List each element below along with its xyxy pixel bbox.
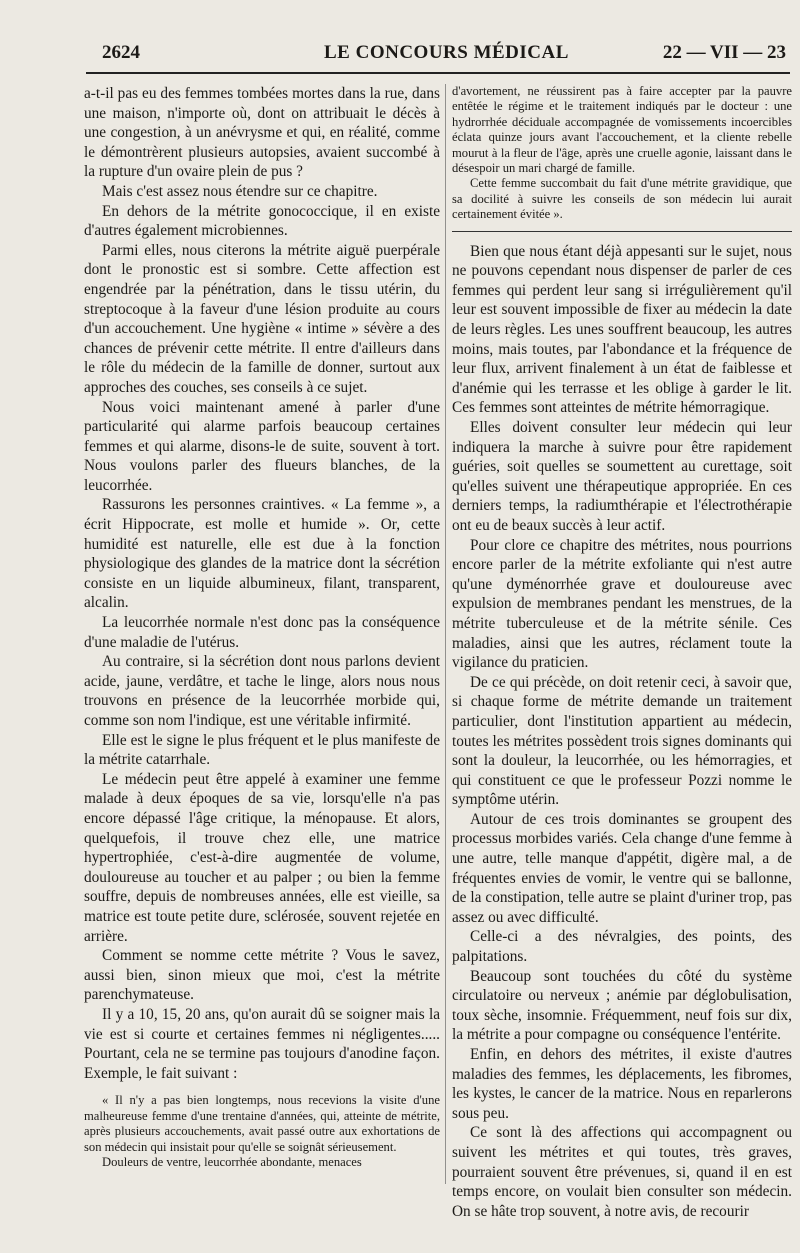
column-divider (445, 84, 446, 1184)
paragraph: Comment se nomme cette métrite ? Vous le savez, aussi bien, sinon mieux que moi, c'est la métrite parenchymateuse. (84, 947, 440, 1004)
paragraph: Elles doivent consulter leur médecin qui leur indiquera la marche à suivre pour être rapidement guéries, soit quelles se soumettent au curettage, soit qu'elles suivent une thérapeutique appropriée. En ces derniers temps, la radiumthérapie et l'électrothérapie ont eu de beaux succès à leur actif. (452, 419, 792, 534)
paragraph: Au contraire, si la sécrétion dont nous parlons devient acide, jaune, verdâtre, et tache le linge, alors nous nous trouvons en présence de la leucorrhée morbide qui, comme son nom l'indique, est une véritable infirmité. (84, 653, 440, 729)
journal-title: LE CONCOURS MÉDICAL (324, 42, 569, 63)
section-rule (452, 231, 792, 232)
quote-paragraph: Cette femme succombait du fait d'une métrite gravidique, que sa docilité à suivre les conseils de son médecin lui aurait certainement évitée ». (452, 176, 792, 222)
paragraph: La leucorrhée normale n'est donc pas la conséquence d'une maladie de l'utérus. (84, 614, 440, 651)
issue-date: 22 — VII — 23 (662, 42, 786, 63)
page-number: 2624 (102, 42, 140, 63)
paragraph: Le médecin peut être appelé à examiner une femme malade à deux époques de sa vie, lorsqu'elle n'a pas encore dépassé l'âge critique, la ménopause. Et alors, quelquefois, il trouve chez elle, une matrice hypertrophiée, c'est-à-dire augmentée de volume, douloureuse au toucher et au palper ; ou bien la femme souffre, depuis de nombreuses années, elle est vieille, sa matrice est toute petite dure, sclérosée, souvent rejetée en arrière. (84, 770, 440, 945)
paragraph: Parmi elles, nous citerons la métrite aiguë puerpérale dont le pronostic est si sombre. Cette affection est engendrée par la pénétration, dans le tissu utérin, du streptocoque à la faveur d'une lésion produite au cours d'un accouchement. Une hygiène « intime » sévère a des chances de prévenir cette métrite. Il entre d'ailleurs dans le rôle du médecin de la famille de donner, surtout aux approches des couches, ses conseils à ce sujet. (84, 241, 440, 396)
quote-paragraph: Douleurs de ventre, leucorrhée abondante, menaces (102, 1154, 362, 1169)
paragraph: Pour clore ce chapitre des métrites, nous pourrions encore parler de la métrite exfoliante qui n'est autre qu'une dyménorrhée grave et douloureuse avec expulsion de membranes pendant les menstrues, de la métrite tuberculeuse et de la métrite sénile. Ces maladies, ainsi que les autres, réclament toute la vigilance du praticien. (452, 536, 792, 672)
paragraph: Mais c'est assez nous étendre sur ce chapitre. (102, 182, 378, 200)
quote-paragraph: « Il n'y a pas bien longtemps, nous recevions la visite d'une malheureuse femme d'une trentaine d'années, qui, atteinte de métrite, après plusieurs accouchements, avait passé outre aux exhortations de son médecin qui insistait pour qu'elle se soignât sérieusement. (84, 1093, 440, 1154)
left-column (84, 84, 440, 1170)
page-header (86, 38, 790, 74)
paragraph: Ce sont là des affections qui accompagnent ou suivent les métrites et qui toutes, très graves, pourraient souvent être prévenues, si, quand il en est temps encore, on voulait bien consulter son médecin. On se hâte trop souvent, à notre avis, de recourir (452, 1124, 792, 1220)
case-quote (84, 1093, 440, 1170)
paragraph: Beaucoup sont touchées du côté du système circulatoire ou nerveux ; anémie par déglobulisation, toux sèche, insomnie. Fréquemment, neuf fois sur dix, la métrite a pour compagne ou conséquence l'entérite. (452, 967, 792, 1044)
paragraph: En dehors de la métrite gonococcique, il en existe d'autres également microbiennes. (84, 202, 440, 240)
paragraph: Enfin, en dehors des métrites, il existe d'autres maladies des femmes, les déplacements, les fibromes, les kystes, le cancer de la matrice. Nous en reparlerons sous peu. (452, 1046, 792, 1122)
paragraph: Il y a 10, 15, 20 ans, qu'on aurait dû se soigner mais la vie est si courte et certaines femmes ni négligentes..... Pourtant, cela ne se termine pas toujours d'anodine façon. Exemple, le fait suivant : (84, 1005, 440, 1082)
right-column (452, 84, 792, 1221)
paragraph: De ce qui précède, on doit retenir ceci, à savoir que, si chaque forme de métrite demande un traitement particulier, dont l'institution appartient au médecin, toutes les métrites possèdent trois signes dominants qui sont la douleur, la leucorrhée, ou les hémorragies, et qui constituent ce que le professeur Pozzi nomme le symptôme utérin. (452, 673, 792, 809)
case-quote-continued (452, 84, 792, 223)
paragraph: Rassurons les personnes craintives. « La femme », a écrit Hippocrate, est molle et humide ». Or, cette humidité est naturelle, elle est due à la fonction physiologique des glandes de la matrice dont la sécrétion consiste en un liquide albumineux, filant, transparent, alcalin. (84, 496, 440, 612)
paragraph: Nous voici maintenant amené à parler d'une particularité qui alarme parfois beaucoup certaines femmes et qui alarme, disons-le de suite, souvent à tort. Nous voulons parler des flueurs blanches, de la leucorrhée. (84, 398, 440, 494)
paragraph: Autour de ces trois dominantes se groupent des processus morbides variés. Cela change d'une femme à une autre, telle manque d'appétit, digère mal, a de fréquentes envies de vomir, le ventre qui se ballonne, de la constipation, telle autre se plaint d'uriner trop, pas assez ou avec difficulté. (452, 810, 792, 926)
paragraph: Bien que nous étant déjà appesanti sur le sujet, nous ne pouvons cependant nous dispenser de parler de ces femmes qui perdent leur sang si irrégulièrement qu'il leur est souvent impossible de fixer au médecin la date de leurs règles. Les unes souffrent beaucoup, les autres moins, mais toutes, par l'abondance et la fréquence de leur flux, arrivent finalement à un état de faiblesse et d'anémie qui les terrasse et les oblige à garder le lit. Ces femmes sont atteintes de métrite hémorragique. (452, 242, 792, 417)
quote-paragraph: d'avortement, ne réussirent pas à faire accepter par la pauvre entêtée le régime et le traitement indiqués par le docteur : une hydrorrhée déciduale accompagnée de vomissements incoercibles éclata quinze jours avant l'accouchement, et la cliente rebelle mourut à la fleur de l'âge, après une cruelle agonie, laissant dans le désespoir un mari chargé de famille. (452, 84, 792, 176)
paragraph: Celle-ci a des névralgies, des points, des palpitations. (452, 928, 792, 966)
paragraph: Elle est le signe le plus fréquent et le plus manifeste de la métrite catarrhale. (84, 731, 440, 769)
paragraph: a-t-il pas eu des femmes tombées mortes dans la rue, dans une maison, n'importe où, dont on attribuait le décès à une congestion, à un anévrysme et qui, en réalité, comme le démontrèrent plusieurs autopsies, avaient succombé à la rupture d'un ovaire plein de pus ? (84, 85, 440, 181)
